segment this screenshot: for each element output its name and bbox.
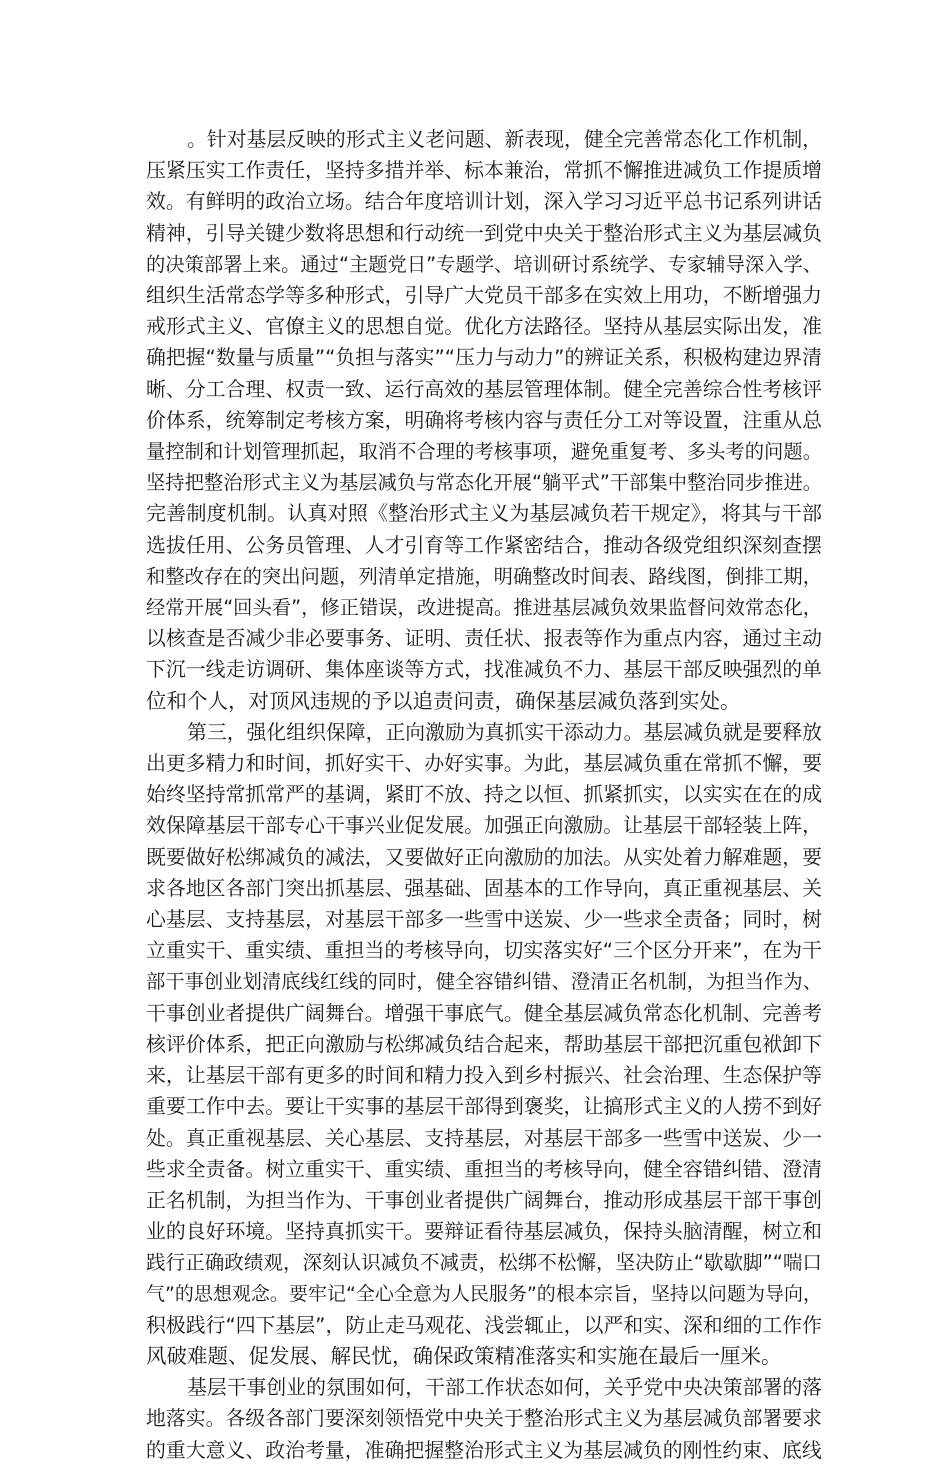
- text-line: 完善制度机制。认真对照《整治形式主义为基层减负若干规定》，将其与干部: [146, 501, 822, 526]
- text-line: 始终坚持常抓常严的基调，紧盯不放、持之以恒、抓紧抓实，以实实在在的成: [146, 783, 822, 807]
- text-line: 风破难题、促发展、解民忧，确保政策精准落实和实施在最后一厘米。: [146, 1343, 782, 1368]
- text-line: 晰、分工合理、权责一致、运行高效的基层管理体制。健全完善综合性考核评: [146, 377, 822, 401]
- paragraph: [146, 124, 822, 717]
- text-line: 的决策部署上来。通过“主题党日”专题学、培训研讨系统学、专家辅导深入学、: [146, 252, 823, 276]
- document-page: [146, 124, 822, 1466]
- text-line: 积极践行“四下基层”，防止走马观花、浅尝辄止，以严和实、深和细的工作作: [146, 1313, 822, 1337]
- text-line: 戒形式主义、官僚主义的思想自觉。优化方法路径。坚持从基层实际出发，准: [146, 315, 822, 339]
- text-line: 压紧压实工作责任，坚持多措并举、标本兼治，常抓不懈推进减负工作提质增: [146, 159, 822, 183]
- text-line: 基层干事创业的氛围如何，干部工作状态如何，关乎党中央决策部署的落: [187, 1376, 822, 1400]
- text-line: 部干事创业划清底线红线的同时，健全容错纠错、澄清正名机制，为担当作为、: [146, 970, 822, 994]
- text-line: 组织生活常态学等多种形式，引导广大党员干部多在实效上用功，不断增强力: [146, 284, 822, 308]
- text-line: 立重实干、重实绩、重担当的考核导向，切实落实好“三个区分开来”，在为干: [146, 939, 822, 963]
- text-line: 位和个人，对顶风违规的予以追责问责，确保基层减负落到实处。: [146, 688, 741, 713]
- text-line: 精神，引导关键少数将思想和行动统一到党中央关于整治形式主义为基层减负: [146, 221, 822, 245]
- paragraph: [146, 717, 822, 1372]
- text-line: 重要工作中去。要让干实事的基层干部得到褒奖，让搞形式主义的人捞不到好: [146, 1095, 822, 1119]
- text-line: 选拔任用、公务员管理、人才引育等工作紧密结合，推动各级党组织深刻查摆: [146, 533, 822, 557]
- text-line: 气”的思想观念。要牢记“全心全意为人民服务”的根本宗旨，坚持以问题为导向，: [146, 1282, 822, 1305]
- text-line: 核评价体系，把正向激励与松绑减负结合起来，帮助基层干部把沉重包袱卸下: [146, 1032, 822, 1056]
- text-line: 第三，强化组织保障，正向激励为真抓实干添动力。基层减负就是要释放: [187, 720, 822, 744]
- text-line: 践行正确政绩观，深刻认识减负不减责，松绑不松懈，坚决防止“歇歇脚”“喘口: [146, 1251, 822, 1275]
- text-line: 正名机制，为担当作为、干事创业者提供广阔舞台，推动形成基层干部干事创: [146, 1188, 822, 1212]
- paragraph: [146, 1372, 822, 1466]
- text-line: 业的良好环境。坚持真抓实干。要辩证看待基层减负，保持头脑清醒，树立和: [146, 1220, 822, 1244]
- text-line: 经常开展“回头看”，修正错误，改进提高。推进基层减负效果监督问效常态化，: [146, 596, 823, 620]
- text-line: 确把握“数量与质量”“负担与落实”“压力与动力”的辨证关系，积极构建边界清: [146, 346, 822, 370]
- text-line: 下沉一线走访调研、集体座谈等方式，找准减负不力、基层干部反映强烈的单: [146, 658, 822, 682]
- text-line: 处。真正重视基层、关心基层、支持基层，对基层干部多一些雪中送炭、少一: [146, 1126, 822, 1150]
- text-line: 的重大意义、政治考量，准确把握整治形式主义为基层减负的刚性约束、底线: [146, 1438, 822, 1462]
- text-line: 和整改存在的突出问题，列清单定措施，明确整改时间表、路线图，倒排工期，: [146, 564, 822, 588]
- text-line: 出更多精力和时间，抓好实干、办好实事。为此，基层减负重在常抓不懈，要: [146, 752, 822, 776]
- text-line: 价体系，统筹制定考核方案，明确将考核内容与责任分工对等设置，注重从总: [146, 408, 822, 432]
- text-line: 。针对基层反映的形式主义老问题、新表现，健全完善常态化工作机制，: [187, 128, 822, 151]
- text-line: 求各地区各部门突出抓基层、强基础、固基本的工作导向，真正重视基层、关: [146, 876, 822, 900]
- text-line: 坚持把整治形式主义为基层减负与常态化开展“躺平式”干部集中整治同步推进。: [146, 471, 823, 495]
- text-line: 效保障基层干部专心干事兴业促发展。加强正向激励。让基层干部轻装上阵，: [146, 814, 822, 838]
- text-line: 地落实。各级各部门要深刻领悟党中央关于整治形式主义为基层减负部署要求: [146, 1407, 822, 1431]
- text-line: 些求全责备。树立重实干、重实绩、重担当的考核导向，健全容错纠错、澄清: [146, 1157, 822, 1181]
- text-line: 干事创业者提供广阔舞台。增强干事底气。健全基层减负常态化机制、完善考: [146, 1001, 822, 1025]
- text-line: 来，让基层干部有更多的时间和精力投入到乡村振兴、社会治理、生态保护等: [146, 1064, 822, 1088]
- text-line: 心基层、支持基层，对基层干部多一些雪中送炭、少一些求全责备；同时，树: [146, 908, 822, 932]
- text-line: 效。有鲜明的政治立场。结合年度培训计划，深入学习习近平总书记系列讲话: [146, 190, 822, 214]
- text-line: 以核查是否减少非必要事务、证明、责任状、报表等作为重点内容，通过主动: [146, 627, 822, 651]
- text-line: 既要做好松绑减负的减法，又要做好正向激励的加法。从实处着力解难题，要: [146, 845, 822, 869]
- text-line: 量控制和计划管理抓起，取消不合理的考核事项，避免重复考、多头考的问题。: [146, 440, 822, 464]
